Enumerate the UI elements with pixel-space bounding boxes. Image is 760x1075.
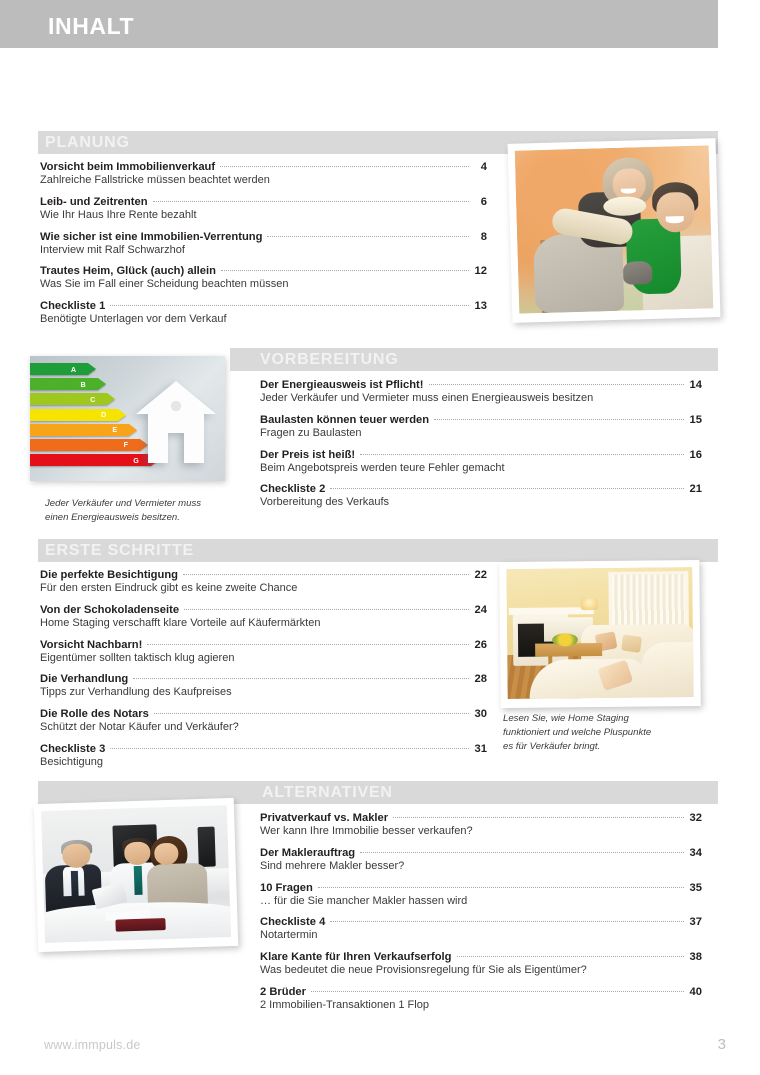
section-title-erste-schritte: ERSTE SCHRITTE <box>45 542 194 559</box>
toc-entry-line <box>260 986 702 998</box>
toc-entry-page-number: 34 <box>689 846 702 859</box>
toc-leader-dots <box>154 713 469 714</box>
toc-entry-page-number: 32 <box>689 812 702 824</box>
toc-entry-subtitle: Benötigte Unterlagen vor dem Verkauf <box>40 313 227 325</box>
energy-class-label: F <box>123 440 128 450</box>
toc-entry-line <box>40 569 487 581</box>
toc-entry-title: Leib- und Zeitrenten <box>40 195 148 208</box>
section-title-planung: PLANUNG <box>45 134 130 151</box>
toc-entry-title: Die Verhandlung <box>40 673 129 686</box>
toc-entry[interactable] <box>40 196 487 223</box>
photo-energy-certificate <box>30 356 225 481</box>
toc-entry[interactable] <box>40 265 487 292</box>
toc-entry-title: Wie sicher ist eine Immobilien-Verrentung <box>40 230 263 243</box>
energy-class-bars <box>30 363 151 471</box>
toc-entry-subtitle: Interview mit Ralf Schwarzhof <box>40 243 185 256</box>
toc-entry[interactable] <box>260 483 702 510</box>
toc-entry-page-number: 21 <box>689 483 702 496</box>
toc-list-vorbereitung <box>260 379 702 518</box>
toc-entry[interactable] <box>40 639 487 666</box>
page-title: INHALT <box>48 13 135 39</box>
toc-entry-subtitle: Wer kann Ihre Immobilie besser verkaufen? <box>260 825 473 837</box>
toc-entry-subtitle: … für die Sie mancher Makler hassen wird <box>260 894 468 907</box>
toc-entry[interactable] <box>260 986 702 1013</box>
energy-class-b <box>30 378 98 390</box>
toc-entry-page-number: 13 <box>474 300 487 312</box>
toc-list-erste-schritte <box>40 569 487 778</box>
toc-entry-page-number: 37 <box>689 916 702 929</box>
energy-class-label: A <box>70 364 77 374</box>
toc-entry-page-number: 15 <box>689 413 702 426</box>
toc-leader-dots <box>434 419 684 420</box>
toc-entry-subtitle: Sind mehrere Makler besser? <box>260 859 405 872</box>
toc-entry-subtitle: Zahlreiche Fallstricke müssen beachtet werden <box>40 174 270 186</box>
photo-business-meeting <box>34 798 239 952</box>
toc-entry-subtitle: Vorbereitung des Verkaufs <box>260 496 390 509</box>
toc-entry-subtitle: Tipps zur Verhandlung des Kaufpreises <box>40 686 232 699</box>
toc-entry-subtitle: Was Sie im Fall einer Scheidung beachten müssen <box>40 278 289 291</box>
toc-entry-page-number: 6 <box>480 195 487 208</box>
glove <box>623 261 653 285</box>
energy-class-label: D <box>101 410 107 420</box>
toc-entry-line <box>40 673 487 685</box>
section-bar-vorbereitung <box>230 348 718 371</box>
man2-tie <box>134 866 143 895</box>
toc-entry-subtitle: Home Staging verschafft klare Vorteile auf Käufermärkten <box>40 616 321 629</box>
toc-entry-subtitle: Besichtigung <box>40 755 103 768</box>
toc-entry[interactable] <box>260 812 702 839</box>
footer-website-url[interactable]: www.immpuls.de <box>44 1038 141 1052</box>
energy-class-label: C <box>90 394 96 404</box>
toc-entry-page-number: 35 <box>689 881 702 894</box>
toc-leader-dots <box>360 454 684 455</box>
toc-entry-line <box>40 161 487 173</box>
toc-leader-dots <box>221 270 469 271</box>
toc-entry-title: Baulasten können teuer werden <box>260 413 430 426</box>
toc-leader-dots <box>330 921 684 922</box>
toc-entry-line <box>40 639 487 651</box>
toc-leader-dots <box>110 305 469 306</box>
toc-entry-subtitle: Schützt der Notar Käufer und Verkäufer? <box>40 721 239 733</box>
toc-entry[interactable] <box>260 414 702 441</box>
toc-entry-page-number: 12 <box>474 265 487 278</box>
caption-energy <box>45 497 230 525</box>
toc-entry-line <box>40 196 487 208</box>
energy-class-f <box>30 439 140 451</box>
toc-entry-title: Vorsicht beim Immobilienverkauf <box>40 161 216 173</box>
toc-leader-dots <box>267 236 469 237</box>
toc-entry-page-number: 38 <box>689 951 702 963</box>
caption-energy-line1: Jeder Verkäufer und Vermieter muss <box>45 498 202 509</box>
cushion <box>621 634 641 652</box>
toc-leader-dots <box>457 956 685 957</box>
toc-entry-line <box>260 916 702 928</box>
toc-entry[interactable] <box>260 449 702 476</box>
toc-entry[interactable] <box>40 161 487 188</box>
toc-entry-subtitle: 2 Immobilien-Transaktionen 1 Flop <box>260 998 429 1011</box>
toc-entry-title: 2 Brüder <box>260 985 307 998</box>
toc-entry-subtitle: Für den ersten Eindruck gibt es keine zweite Chance <box>40 582 298 594</box>
toc-entry-title: Der Preis ist heiß! <box>260 448 356 461</box>
energy-class-label: E <box>112 425 118 435</box>
notebook <box>115 918 166 931</box>
toc-entry-page-number: 22 <box>474 569 487 581</box>
energy-class-a <box>30 363 88 375</box>
toc-entry-subtitle: Fragen zu Baulasten <box>260 426 362 439</box>
sofa-right <box>641 642 694 699</box>
living-room-image <box>506 567 693 699</box>
man1-tie <box>71 871 79 898</box>
business-meeting-image <box>41 805 231 943</box>
toc-entry[interactable] <box>40 300 487 327</box>
section-title-alternativen: ALTERNATIVEN <box>262 784 393 801</box>
toc-leader-dots <box>311 991 684 992</box>
toc-entry-line <box>40 231 487 243</box>
energy-class-g <box>30 454 151 466</box>
toc-entry-page-number: 26 <box>474 638 487 651</box>
toc-entry-title: Checkliste 4 <box>260 916 326 929</box>
toc-entry[interactable] <box>260 916 702 943</box>
energy-certificate-image <box>30 356 225 481</box>
footer-page-number: 3 <box>717 1036 726 1053</box>
toc-entry-page-number: 14 <box>689 379 702 391</box>
toc-entry-line <box>260 847 702 859</box>
toc-entry[interactable] <box>40 743 487 770</box>
toc-entry[interactable] <box>40 673 487 700</box>
toc-entry-page-number: 8 <box>480 230 487 243</box>
toc-entry-subtitle: Wie Ihr Haus Ihre Rente bezahlt <box>40 208 197 221</box>
toc-entry-line <box>260 812 702 824</box>
toc-leader-dots <box>429 384 684 385</box>
toc-entry-subtitle: Beim Angebotspreis werden teure Fehler gemacht <box>260 461 505 474</box>
toc-entry-title: Die Rolle des Notars <box>40 708 149 720</box>
toc-list-alternativen <box>260 812 702 1021</box>
caption-living-line1: Lesen Sie, wie Home Staging <box>503 713 629 724</box>
caption-energy-line2: einen Energieausweis besitzen. <box>45 511 180 523</box>
toc-entry-line <box>260 951 702 963</box>
toc-list-planung <box>40 161 487 335</box>
toc-entry-subtitle: Eigentümer sollten taktisch klug agieren <box>40 651 235 664</box>
toc-leader-dots <box>393 817 684 818</box>
toc-entry[interactable] <box>40 708 487 735</box>
flower-bowl <box>552 633 578 646</box>
toc-entry-title: Klare Kante für Ihren Verkaufserfolg <box>260 951 452 963</box>
toc-entry-page-number: 28 <box>474 673 487 686</box>
toc-entry-subtitle: Jeder Verkäufer und Vermieter muss einen Energieausweis besitzen <box>260 392 594 404</box>
energy-class-d <box>30 409 118 421</box>
toc-leader-dots <box>110 748 469 749</box>
caption-living-line2: funktioniert und welche Pluspunkte <box>503 726 652 738</box>
toc-entry-title: Checkliste 3 <box>40 742 106 755</box>
toc-entry[interactable] <box>40 231 487 258</box>
toc-entry-line <box>40 743 487 755</box>
toc-entry-title: Der Maklerauftrag <box>260 846 356 859</box>
toc-entry-line <box>40 300 487 312</box>
toc-entry-title: Vorsicht Nachbarn! <box>40 638 143 651</box>
toc-entry[interactable] <box>40 604 487 631</box>
toc-entry-line <box>40 708 487 720</box>
toc-leader-dots <box>183 574 469 575</box>
house-icon <box>134 378 218 466</box>
toc-entry-line <box>260 882 702 894</box>
toc-entry-page-number: 40 <box>689 985 702 998</box>
section-bar-erste-schritte <box>38 539 718 562</box>
toc-entry[interactable] <box>260 379 702 406</box>
toc-entry-subtitle: Was bedeutet die neue Provisionsregelung für Sie als Eigentümer? <box>260 964 587 976</box>
toc-entry-title: 10 Fragen <box>260 881 313 894</box>
toc-entry[interactable] <box>40 569 487 596</box>
masthead-bar <box>0 0 718 48</box>
photo-couple <box>508 138 721 323</box>
energy-class-c <box>30 393 107 405</box>
toc-entry[interactable] <box>260 882 702 909</box>
toc-entry-title: Checkliste 1 <box>40 300 106 312</box>
toc-entry-subtitle: Notartermin <box>260 929 318 942</box>
toc-entry-line <box>40 265 487 277</box>
toc-entry-title: Checkliste 2 <box>260 483 326 496</box>
toc-entry-page-number: 31 <box>474 742 487 755</box>
caption-living-room <box>503 712 703 754</box>
man2-face <box>124 842 151 865</box>
toc-entry-title: Der Energieausweis ist Pflicht! <box>260 379 424 391</box>
toc-leader-dots <box>153 201 469 202</box>
energy-class-e <box>30 424 129 436</box>
toc-entry-line <box>260 449 702 461</box>
speaker <box>198 827 216 867</box>
toc-entry-title: Trautes Heim, Glück (auch) allein <box>40 265 216 278</box>
toc-leader-dots <box>330 488 684 489</box>
toc-leader-dots <box>318 887 684 888</box>
toc-entry-line <box>260 379 702 391</box>
toc-entry[interactable] <box>260 951 702 978</box>
photo-living-room <box>499 560 701 708</box>
energy-class-label: G <box>133 455 139 465</box>
toc-entry-title: Privatverkauf vs. Makler <box>260 812 389 824</box>
toc-entry-page-number: 16 <box>689 448 702 461</box>
caption-living-line3: es für Verkäufer bringt. <box>503 740 601 752</box>
toc-entry-page-number: 4 <box>480 161 487 173</box>
toc-leader-dots <box>184 609 469 610</box>
toc-entry-line <box>260 483 702 495</box>
toc-leader-dots <box>133 678 469 679</box>
toc-leader-dots <box>147 644 469 645</box>
toc-entry-title: Von der Schokoladenseite <box>40 603 180 616</box>
toc-entry-line <box>260 414 702 426</box>
toc-leader-dots <box>220 166 469 167</box>
toc-entry-title: Die perfekte Besichtigung <box>40 569 179 581</box>
toc-entry-page-number: 24 <box>474 603 487 616</box>
table-lamp <box>581 597 598 610</box>
energy-class-label: B <box>80 379 86 389</box>
photo-couple-image <box>515 145 713 313</box>
section-title-vorbereitung: VORBEREITUNG <box>260 351 399 368</box>
toc-leader-dots <box>360 852 684 853</box>
man-smile <box>666 216 684 223</box>
toc-entry[interactable] <box>260 847 702 874</box>
toc-entry-line <box>40 604 487 616</box>
toc-entry-page-number: 30 <box>474 708 487 720</box>
